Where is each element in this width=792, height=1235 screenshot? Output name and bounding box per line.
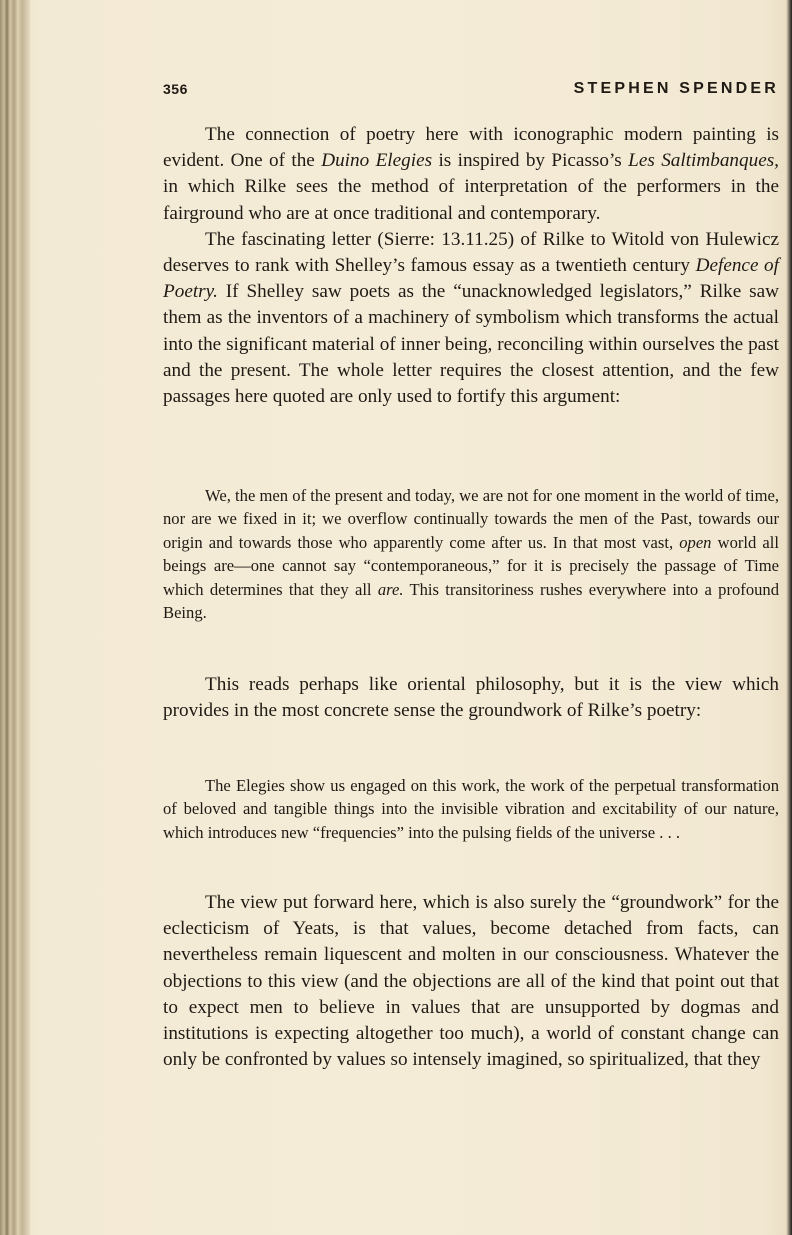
paragraph-1 (163, 122, 779, 227)
block-quote-2 (163, 774, 779, 844)
paragraph-1-text-b: is inspired by Picasso’s (432, 150, 629, 172)
quote-1-text-c: This transitoriness rushes everywhere into a profound Being. (163, 579, 780, 623)
page-header (163, 80, 779, 104)
block-quote-1 (163, 484, 779, 624)
title-duino-elegies: Duino Elegies (321, 150, 433, 172)
paragraph-1-text-a: The connection of poetry here with iconographic modern painting is evident. One of the (163, 124, 779, 172)
body-text-middle (163, 672, 779, 724)
title-les-saltimbanques: Les Saltimbanques, (628, 150, 779, 172)
paragraph-2-text-b: If Shelley saw poets as the “unacknowledged legislators,” Rilke saw them as the inventors of a machinery of symbolism which transforms the actual into the significant material of inner being, reconciling within ourselves the past and the present. The whole letter requires the closest attention, and the few passages here quoted are only used to fortify this argument: (163, 281, 779, 408)
quote-2: The Elegies show us engaged on this work, the work of the perpetual transformation of beloved and tangible things into the invisible vibration and excitability of our nature, which introduces new “frequencies” into the pulsing fields of the universe . . . (163, 776, 779, 842)
page-edge (786, 0, 792, 1235)
book-binding (0, 0, 30, 1235)
quote-1-emphasis-open: open (679, 532, 712, 552)
body-text-bottom (163, 890, 779, 1073)
paragraph-3: This reads perhaps like oriental philosophy, but it is the view which provides in the most concrete sense the groundwork of Rilke’s poetry: (163, 674, 779, 722)
running-head: STEPHEN SPENDER (573, 80, 779, 97)
page-number: 356 (163, 81, 188, 97)
title-defence-of-poetry: Defence of Poetry. (163, 255, 779, 303)
paragraph-4: The view put forward here, which is also surely the “groundwork” for the eclecticism of Yeats, is that values, become detached from facts, can nevertheless remain liquescent and molten in our consciousness. Whatever the objections to this view (and the objections are all of the kind that point out that to expect men to believe in values that are unsupported by dogmas and institutions is expecting altogether too much), a world of constant change can only be confronted by values so intensely imagined, so spiritualized, that they (163, 892, 779, 1071)
quote-1-text-b: world all beings are—one cannot say “contemporaneous,” for it is precisely the passage of Time which determines that they all (163, 532, 779, 599)
quote-1-emphasis-are: are. (377, 579, 404, 599)
body-text-top (163, 122, 779, 410)
paragraph-1-text-c: in which Rilke sees the method of interpretation of the performers in the fairground who are at once traditional and contemporary. (163, 176, 779, 224)
paragraph-2-text-a: The fascinating letter (Sierre: 13.11.25) of Rilke to Witold von Hulewicz deserves to rank with Shelley’s famous essay as a twentieth century (163, 228, 779, 277)
quote-1 (163, 484, 779, 624)
paragraph-2 (163, 227, 779, 410)
quote-1-text-a: We, the men of the present and today, we are not for one moment in the world of time, nor are we fixed in it; we overflow continually towards the men of the Past, towards our origin and towards those who apparently come after us. In that most vast, (163, 486, 779, 552)
